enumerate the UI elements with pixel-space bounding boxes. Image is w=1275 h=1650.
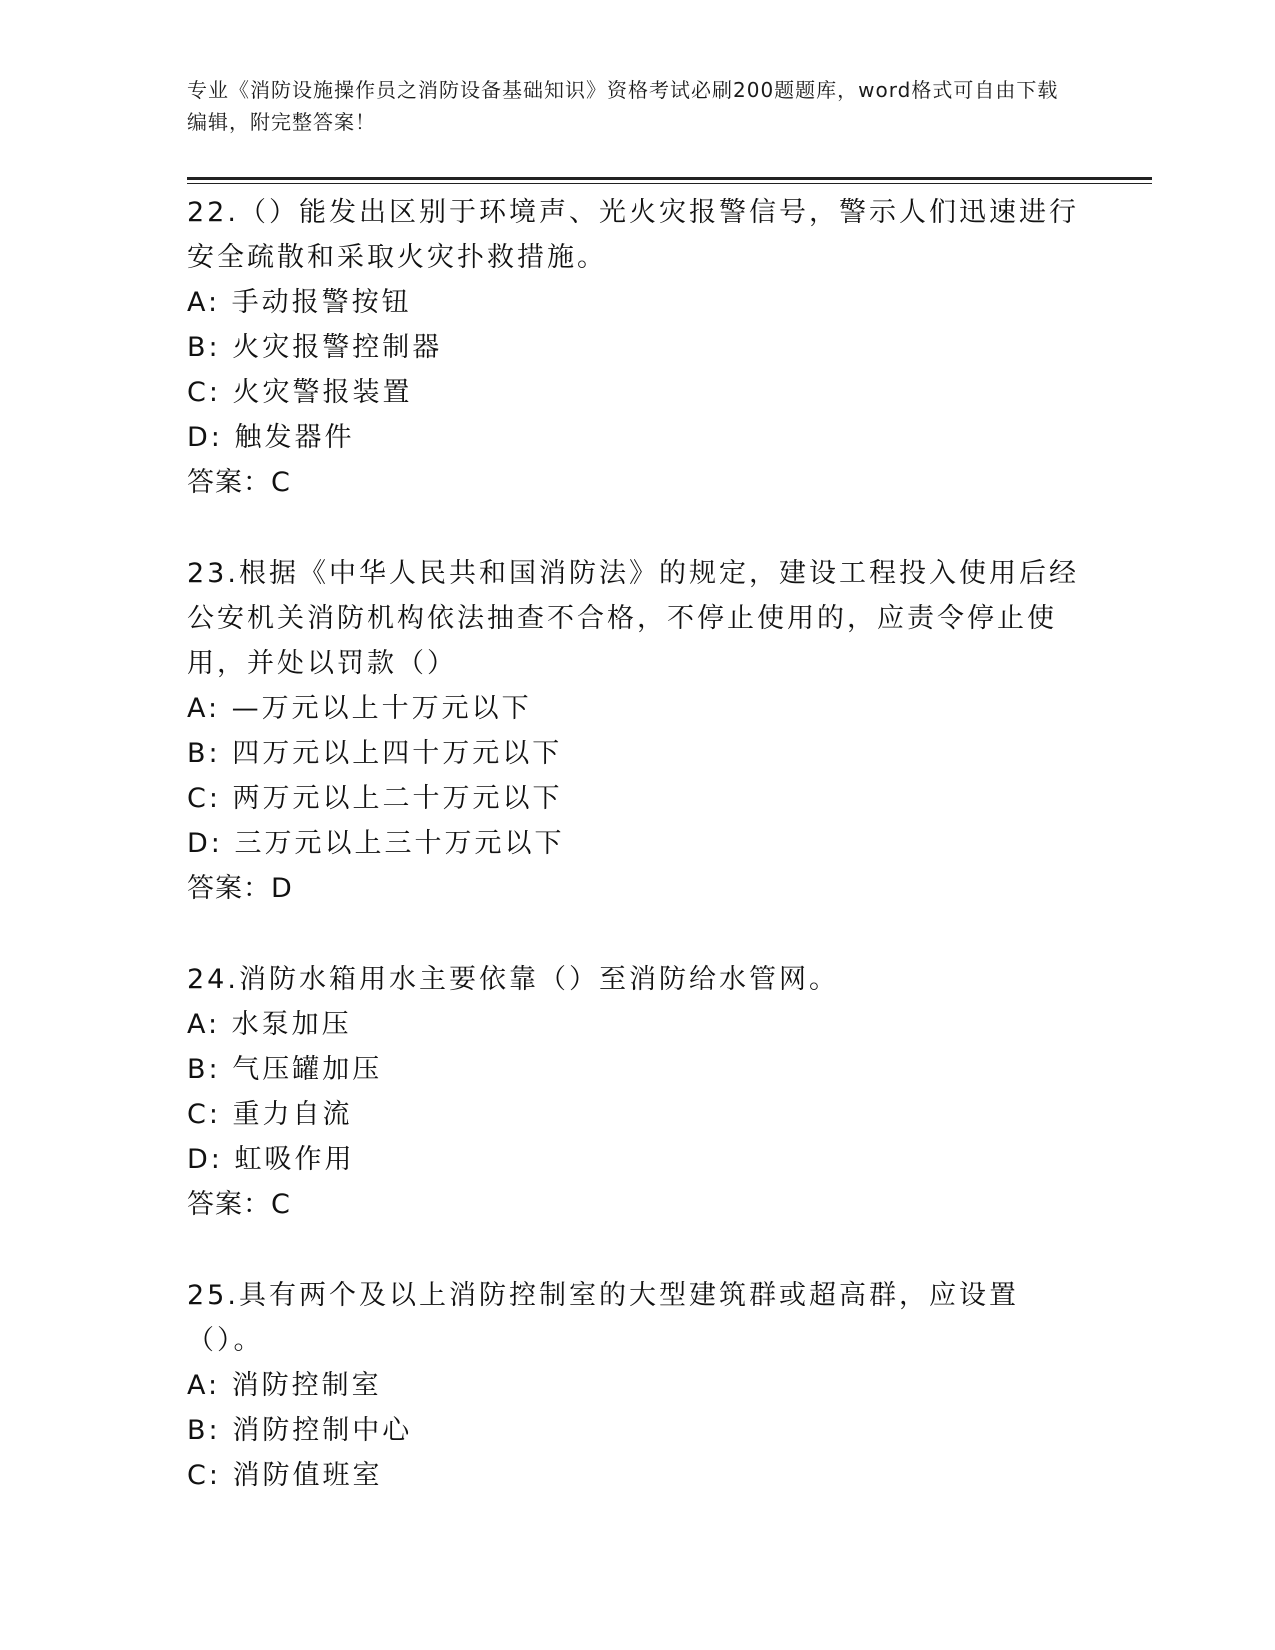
answer-line: 答案：C [187, 1189, 291, 1220]
question-22 [187, 190, 1087, 505]
document-header: 专业《消防设施操作员之消防设备基础知识》资格考试必刷200题题库，word格式可自由下载编辑，附完整答案！ [187, 78, 1059, 134]
question-stem: 23.根据《中华人民共和国消防法》的规定，建设工程投入使用后经公安机关消防机构依法抽查不合格，不停止使用的，应责令停止使用，并处以罚款（） [187, 558, 1079, 679]
question-25 [187, 1273, 1087, 1498]
option-a: A: 水泵加压 [187, 1009, 352, 1040]
option-d: D: 虹吸作用 [187, 1144, 355, 1175]
option-c: C: 消防值班室 [187, 1460, 383, 1491]
option-a: A: 手动报警按钮 [187, 287, 412, 318]
question-23 [187, 551, 1087, 911]
question-24 [187, 957, 1087, 1227]
header-divider-thin [187, 183, 1152, 184]
option-c: C: 火灾警报装置 [187, 377, 413, 408]
header-divider-thick [187, 177, 1152, 180]
option-b: B: 四万元以上四十万元以下 [187, 738, 563, 769]
option-b: B: 火灾报警控制器 [187, 332, 443, 363]
answer-line: 答案：C [187, 467, 291, 498]
option-d: D: 触发器件 [187, 422, 355, 453]
question-list [187, 190, 1087, 1544]
option-b: B: 气压罐加压 [187, 1054, 383, 1085]
option-c: C: 两万元以上二十万元以下 [187, 783, 563, 814]
option-a: A: 消防控制室 [187, 1370, 382, 1401]
option-b: B: 消防控制中心 [187, 1415, 413, 1446]
question-stem: 25.具有两个及以上消防控制室的大型建筑群或超高群，应设置（）。 [187, 1280, 1019, 1356]
option-d: D: 三万元以上三十万元以下 [187, 828, 565, 859]
option-a: A: —万元以上十万元以下 [187, 693, 532, 724]
question-stem: 24.消防水箱用水主要依靠（）至消防给水管网。 [187, 964, 839, 995]
option-c: C: 重力自流 [187, 1099, 353, 1130]
question-stem: 22.（）能发出区别于环境声、光火灾报警信号，警示人们迅速进行安全疏散和采取火灾扑救措施。 [187, 197, 1079, 273]
answer-line: 答案：D [187, 873, 293, 904]
